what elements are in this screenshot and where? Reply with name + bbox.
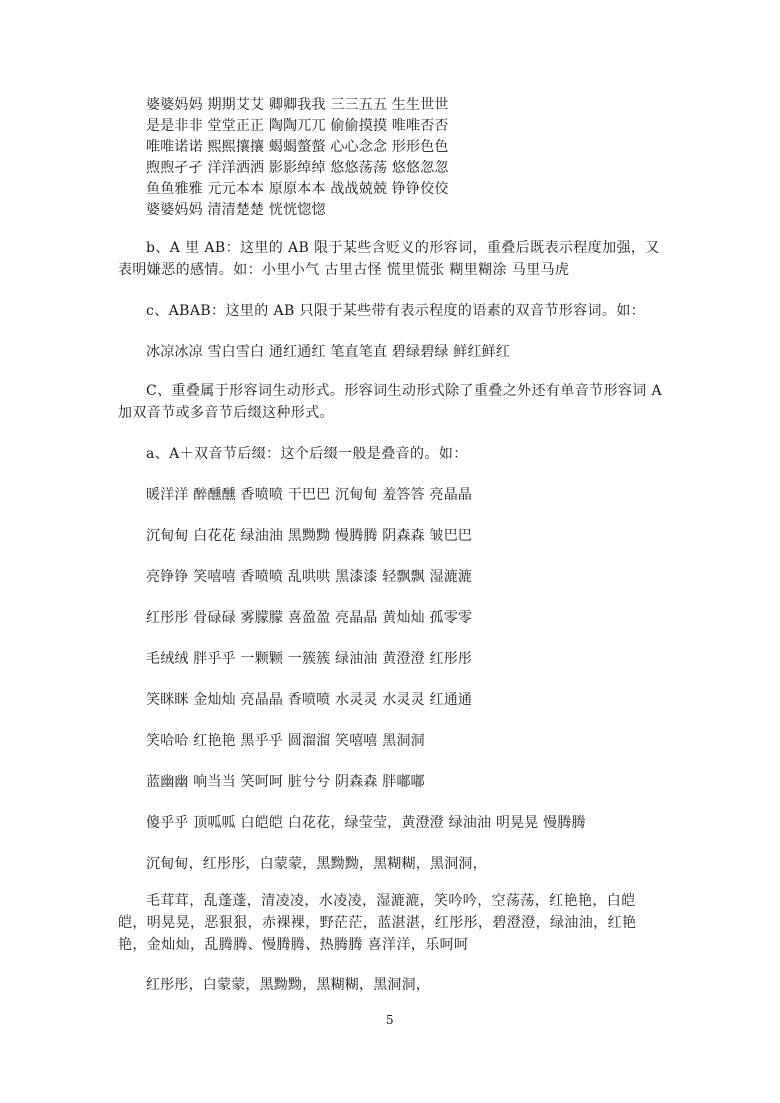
long-paragraph: 毛茸茸，乱蓬蓬，清凌凌，水凌凌，湿漉漉，笑吟吟，空荡荡，红艳艳，白皑皑，明晃晃，恶狠狠，赤裸裸，野茫茫，蓝湛湛，红彤彤，碧澄澄，绿油油，红艳艳，金灿灿，乱腾腾、慢腾腾、热腾腾 喜洋洋，乐呵呵	[118, 893, 637, 953]
suffix-row-2: 沉甸甸 白花花 绿油油 黑黝黝 慢腾腾 阴森森 皱巴巴	[146, 528, 473, 544]
suffix-row-10: 沉甸甸，红彤彤，白蒙蒙，黑黝黝，黑糊糊，黑洞洞，	[146, 856, 487, 872]
section-c-paragraph: c、ABAB：这里的 AB 只限于某些带有表示程度的语素的双音节形容词。如：	[146, 303, 646, 319]
word-row-1: 婆婆妈妈 期期艾艾 卿卿我我 三三五五 生生世世	[146, 97, 449, 113]
section-b-paragraph: b、A 里 AB：这里的 AB 限于某些含贬义的形容词，重叠后既表示程度加强，又表明嫌恶的感情。如：小里小气 古里古怪 慌里慌张 糊里糊涂 马里马虎	[118, 240, 660, 278]
suffix-row-1: 暖洋洋 醉醺醺 香喷喷 干巴巴 沉甸甸 羞答答 亮晶晶	[146, 487, 473, 503]
page-number: 5	[386, 1013, 394, 1027]
suffix-row-9: 傻乎乎 顶呱呱 白皑皑 白花花，绿莹莹，黄澄澄 绿油油 明晃晃 慢腾腾	[146, 815, 586, 831]
suffix-row-3: 亮铮铮 笑嘻嘻 香喷喷 乱哄哄 黑漆漆 轻飘飘 湿漉漉	[146, 569, 473, 585]
word-row-5: 鱼鱼雅雅 元元本本 原原本本 战战兢兢 铮铮佼佼	[146, 181, 449, 197]
last-word-row: 红彤彤，白蒙蒙，黑黝黝，黑糊糊，黑洞洞，	[146, 977, 430, 993]
word-row-6: 婆婆妈妈 清清楚楚 恍恍惚惚	[146, 202, 326, 218]
suffix-row-7: 笑哈哈 红艳艳 黑乎乎 圆溜溜 笑嘻嘻 黑洞洞	[146, 733, 425, 749]
section-C-paragraph: C、重叠属于形容词生动形式。形容词生动形式除了重叠之外还有单音节形容词 A 加双音节或多音节后缀这种形式。	[118, 383, 663, 421]
word-row-3: 唯唯诺诺 熙熙攘攘 蝎蝎螫螫 心心念念 形形色色	[146, 139, 449, 155]
suffix-row-5: 毛绒绒 胖乎乎 一颗颗 一簇簇 绿油油 黄澄澄 红彤彤	[146, 651, 473, 667]
section-a-paragraph: a、A＋双音节后缀：这个后缀一般是叠音的。如：	[146, 446, 468, 462]
word-row-2: 是是非非 堂堂正正 陶陶兀兀 偷偷摸摸 唯唯否否	[146, 118, 449, 134]
suffix-row-6: 笑眯眯 金灿灿 亮晶晶 香喷喷 水灵灵 水灵灵 红通通	[146, 692, 473, 708]
word-row-4: 煦煦孑孑 洋洋洒洒 影影绰绰 悠悠荡荡 悠悠忽忽	[146, 160, 449, 176]
suffix-row-8: 蓝幽幽 响当当 笑呵呵 脏兮兮 阴森森 胖嘟嘟	[146, 774, 425, 790]
suffix-row-4: 红彤彤 骨碌碌 雾朦朦 喜盈盈 亮晶晶 黄灿灿 孤零零	[146, 610, 473, 626]
abab-example-row: 冰凉冰凉 雪白雪白 通红通红 笔直笔直 碧绿碧绿 鲜红鲜红	[146, 344, 511, 360]
